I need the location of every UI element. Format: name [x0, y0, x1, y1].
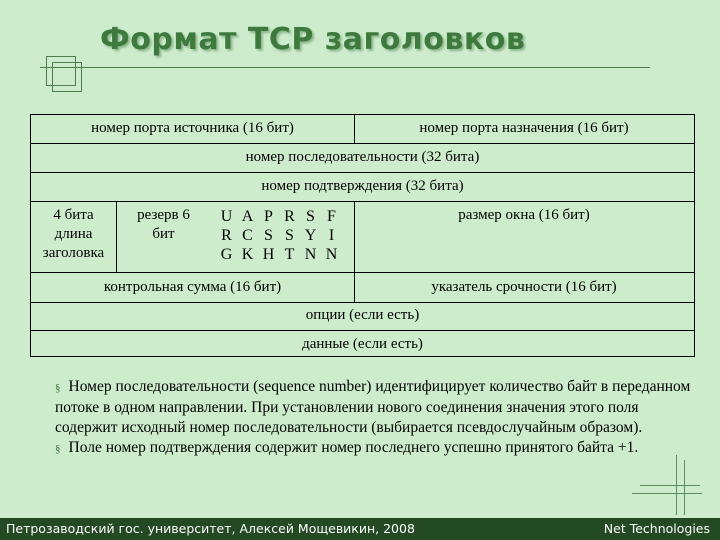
flag-letter: R: [284, 208, 295, 225]
title-underline: [40, 67, 650, 68]
row-divider: [31, 330, 694, 331]
flag-letter: K: [241, 246, 254, 263]
flag-letter: S: [306, 208, 315, 225]
description-text: [55, 377, 695, 459]
data-field: данные (если есть): [302, 336, 423, 352]
bullet-icon: §: [55, 443, 61, 455]
options-field: опции (если есть): [305, 307, 420, 323]
footer-course: Net Technologies: [603, 521, 710, 536]
decorative-line: [640, 485, 700, 486]
flag-letter: P: [264, 208, 273, 225]
flag-letter: Y: [304, 227, 317, 244]
header-length-line1: 4 бита: [53, 207, 94, 223]
row-divider: [31, 302, 694, 303]
flag-letter: H: [262, 246, 275, 263]
paragraph-ack-number: [55, 438, 695, 459]
decorative-line: [684, 460, 685, 515]
flag-letter: S: [264, 227, 273, 244]
window-size-field: размер окна (16 бит): [458, 207, 590, 223]
row-divider: [31, 172, 694, 173]
src-port-field: номер порта источника (16 бит): [91, 120, 294, 136]
footer-author: Петрозаводский гос. университет, Алексей Мощевикин, 2008: [6, 521, 415, 536]
bullet-icon: §: [55, 382, 61, 394]
flag-letter: G: [220, 246, 233, 263]
decorative-line: [632, 493, 702, 494]
flag-letter: S: [285, 227, 294, 244]
paragraph-text: Номер последовательности (sequence number) идентифицирует количество байт в переданном потоке в одном направлении. При установлении нового соединения значения этого поля содержит исходный номер последовательности (выбирается псевдослучайным образом).: [55, 378, 691, 436]
tcp-header-table: [30, 114, 695, 357]
reserved-field: [116, 206, 211, 244]
flag-letter: N: [325, 246, 338, 263]
flag-letter: N: [304, 246, 317, 263]
flag-letter: A: [241, 208, 254, 225]
header-length-line3: заголовка: [42, 245, 105, 261]
flag-letter: C: [242, 227, 253, 244]
flag-letter: I: [328, 227, 335, 244]
paragraph-text: Поле номер подтверждения содержит номер последнего успешно принятого байта +1.: [68, 439, 639, 456]
ack-number-field: номер подтверждения (32 бита): [261, 178, 464, 194]
flag-letter: T: [284, 246, 295, 263]
checksum-field: контрольная сумма (16 бит): [103, 279, 282, 295]
paragraph-sequence-number: [55, 377, 695, 438]
dst-port-field: номер порта назначения (16 бит): [419, 120, 629, 136]
row-divider: [31, 201, 694, 202]
header-length-field: [31, 206, 116, 263]
sequence-number-field: номер последовательности (32 бита): [245, 149, 480, 165]
urgent-pointer-field: указатель срочности (16 бит): [431, 279, 617, 295]
flag-letter: R: [221, 227, 232, 244]
reserved-line1: резерв 6: [137, 207, 190, 223]
flag-letter: U: [220, 208, 233, 225]
page-title: Формат TCP заголовков: [100, 22, 526, 57]
footer-bar: [0, 518, 720, 540]
flags-grid: [216, 207, 342, 264]
flag-letter: F: [327, 208, 336, 225]
reserved-line2: бит: [152, 226, 175, 242]
header-length-line2: длина: [54, 226, 93, 242]
row-divider: [31, 143, 694, 144]
row-divider: [31, 272, 694, 273]
